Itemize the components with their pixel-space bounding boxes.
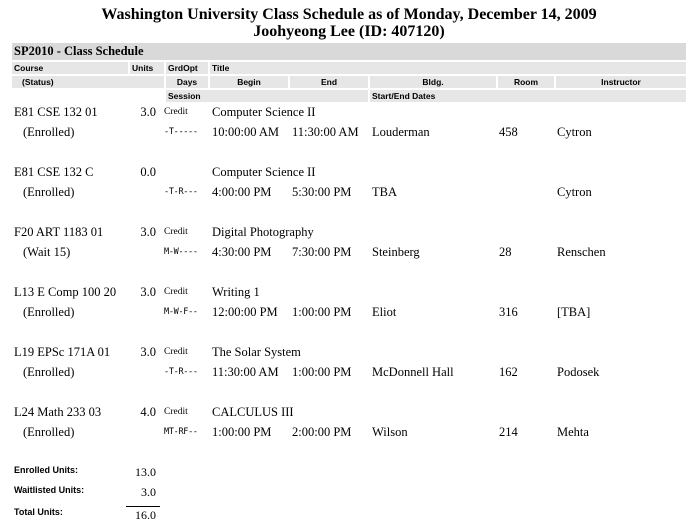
course-grdopt: Credit bbox=[164, 287, 188, 297]
course-end: 1:00:00 PM bbox=[292, 305, 352, 319]
course-begin: 12:00:00 PM bbox=[212, 305, 278, 319]
totals-divider bbox=[126, 506, 160, 507]
col-room: Room bbox=[498, 76, 554, 88]
col-units: Units bbox=[130, 62, 164, 74]
col-end: End bbox=[290, 76, 368, 88]
page-title: Washington University Class Schedule as of Monday, December 14, 2009 bbox=[101, 6, 597, 23]
course-title: Digital Photography bbox=[212, 225, 314, 239]
course-room: 214 bbox=[499, 425, 518, 439]
course-room: 28 bbox=[499, 245, 512, 259]
course-status: (Enrolled) bbox=[23, 125, 75, 139]
course-grdopt: Credit bbox=[164, 347, 188, 357]
course-title: Computer Science II bbox=[212, 105, 316, 119]
col-instructor: Instructor bbox=[556, 76, 686, 88]
course-end: 5:30:00 PM bbox=[292, 185, 352, 199]
col-dates: Start/End Dates bbox=[370, 90, 686, 102]
course-grdopt: Credit bbox=[164, 107, 188, 117]
course-title: Computer Science II bbox=[212, 165, 316, 179]
col-status: (Status) bbox=[12, 76, 164, 88]
course-days: -T-R--- bbox=[164, 367, 198, 377]
course-days: MT-RF-- bbox=[164, 427, 198, 437]
col-begin: Begin bbox=[210, 76, 288, 88]
course-status: (Enrolled) bbox=[23, 185, 75, 199]
course-begin: 4:00:00 PM bbox=[212, 185, 272, 199]
total-units-value: 16.0 bbox=[135, 508, 156, 522]
course-begin: 1:00:00 PM bbox=[212, 425, 272, 439]
course-begin: 4:30:00 PM bbox=[212, 245, 272, 259]
enrolled-units-label: Enrolled Units: bbox=[14, 465, 79, 475]
course-status: (Enrolled) bbox=[23, 305, 75, 319]
course-status: (Enrolled) bbox=[23, 425, 75, 439]
course-room: 316 bbox=[499, 305, 518, 319]
course-title: The Solar System bbox=[212, 345, 301, 359]
student-name: Joohyeong Lee (ID: 407120) bbox=[253, 23, 445, 40]
course-bldg: Wilson bbox=[372, 425, 408, 439]
course-instructor: [TBA] bbox=[557, 305, 591, 319]
course-grdopt: Credit bbox=[164, 407, 188, 417]
course-instructor: Podosek bbox=[557, 365, 600, 379]
course-instructor: Mehta bbox=[557, 425, 589, 439]
course-end: 11:30:00 AM bbox=[292, 125, 359, 139]
course-begin: 11:30:00 AM bbox=[212, 365, 279, 379]
course-code: L24 Math 233 03 bbox=[14, 405, 102, 419]
course-code: E81 CSE 132 01 bbox=[14, 105, 98, 119]
course-status: (Enrolled) bbox=[23, 365, 75, 379]
course-days: M-W---- bbox=[164, 247, 198, 257]
course-grdopt: Credit bbox=[164, 227, 188, 237]
enrolled-units-value: 13.0 bbox=[135, 465, 156, 479]
section-header: SP2010 - Class Schedule bbox=[12, 43, 686, 60]
course-end: 2:00:00 PM bbox=[292, 425, 352, 439]
course-room: 458 bbox=[499, 125, 518, 139]
course-end: 7:30:00 PM bbox=[292, 245, 352, 259]
course-instructor: Cytron bbox=[557, 185, 592, 199]
course-code: L13 E Comp 100 20 bbox=[14, 285, 117, 299]
course-days: -T-R--- bbox=[164, 187, 198, 197]
course-begin: 10:00:00 AM bbox=[212, 125, 280, 139]
course-title: Writing 1 bbox=[212, 285, 260, 299]
course-room: 162 bbox=[499, 365, 518, 379]
course-units: 3.0 bbox=[140, 225, 156, 239]
waitlisted-units-label: Waitlisted Units: bbox=[14, 485, 85, 495]
course-title: CALCULUS III bbox=[212, 405, 294, 419]
col-title: Title bbox=[210, 62, 686, 74]
waitlisted-units-value: 3.0 bbox=[141, 485, 156, 499]
col-course: Course bbox=[12, 62, 128, 74]
course-units: 3.0 bbox=[140, 285, 156, 299]
course-code: E81 CSE 132 C bbox=[14, 165, 94, 179]
course-status: (Wait 15) bbox=[23, 245, 71, 259]
course-instructor: Cytron bbox=[557, 125, 592, 139]
course-units: 3.0 bbox=[140, 105, 156, 119]
col-grdopt: GrdOpt bbox=[166, 62, 208, 74]
course-bldg: Eliot bbox=[372, 305, 397, 319]
course-units: 0.0 bbox=[140, 165, 156, 179]
course-days: M-W-F-- bbox=[164, 307, 198, 317]
col-bldg: Bldg. bbox=[370, 76, 496, 88]
total-units-label: Total Units: bbox=[14, 507, 63, 517]
col-session: Session bbox=[166, 90, 368, 102]
col-days: Days bbox=[166, 76, 208, 88]
course-bldg: Steinberg bbox=[372, 245, 420, 259]
course-bldg: Louderman bbox=[372, 125, 430, 139]
course-units: 3.0 bbox=[140, 345, 156, 359]
course-bldg: McDonnell Hall bbox=[372, 365, 454, 379]
course-code: F20 ART 1183 01 bbox=[14, 225, 104, 239]
course-days: -T----- bbox=[164, 127, 198, 137]
course-end: 1:00:00 PM bbox=[292, 365, 352, 379]
course-instructor: Renschen bbox=[557, 245, 606, 259]
course-code: L19 EPSc 171A 01 bbox=[14, 345, 111, 359]
course-units: 4.0 bbox=[140, 405, 156, 419]
course-bldg: TBA bbox=[372, 185, 397, 199]
